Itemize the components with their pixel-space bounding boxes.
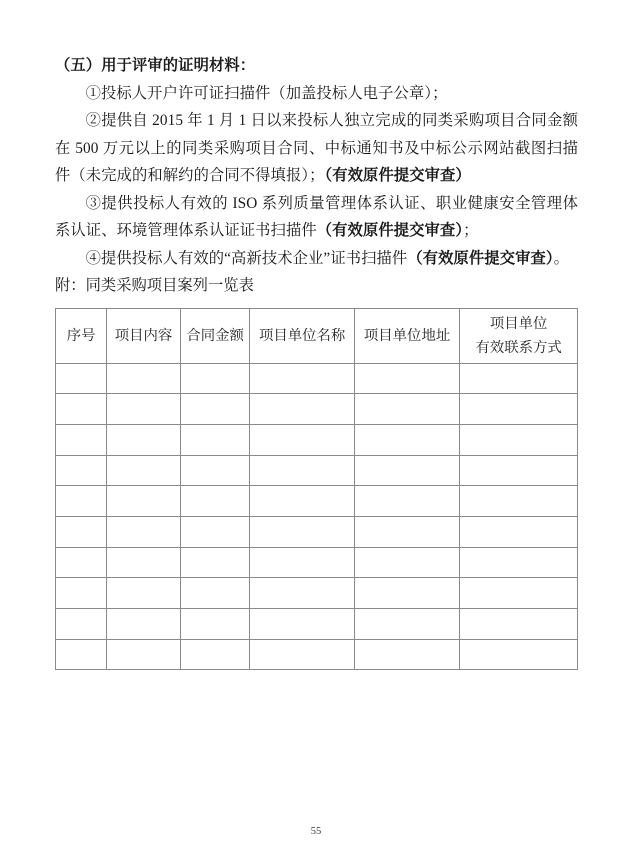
table-cell-empty[interactable] [250,424,354,455]
table-header-cell-unit-contact-line2: 有效联系方式 [475,339,562,356]
table-row[interactable] [56,486,578,517]
requirement-item-3-emphasis: （有效原件提交审查） [316,222,464,239]
table-cell-empty[interactable] [460,609,578,640]
table-cell-empty[interactable] [56,639,107,670]
table-row[interactable] [56,639,578,670]
table-header-cell-project-content: 项目内容 [107,308,181,363]
table-cell-empty[interactable] [354,547,459,578]
table-cell-empty[interactable] [107,394,181,425]
requirement-item-2-emphasis: （有效原件提交审查） [324,167,471,184]
table-cell-empty[interactable] [107,455,181,486]
table-cell-empty[interactable] [354,486,459,517]
table-cell-empty[interactable] [250,516,354,547]
table-cell-empty[interactable] [56,394,107,425]
similar-projects-table [55,308,578,671]
requirement-item-3-text: ③提供投标人有效的 ISO 系列质量管理体系认证、职业健康安全管理体系认证、环境管理体系认证证书扫描件 [55,194,578,239]
table-cell-empty[interactable] [354,516,459,547]
table-cell-empty[interactable] [107,578,181,609]
table-row[interactable] [56,578,578,609]
table-cell-empty[interactable] [354,424,459,455]
table-cell-empty[interactable] [250,455,354,486]
table-cell-empty[interactable] [180,363,250,394]
table-row[interactable] [56,363,578,394]
requirement-item-3-suffix: ； [463,222,479,239]
table-row[interactable] [56,609,578,640]
table-cell-empty[interactable] [250,363,354,394]
table-header-cell-index: 序号 [56,308,107,363]
table-cell-empty[interactable] [354,639,459,670]
requirement-item-4 [55,245,578,273]
table-cell-empty[interactable] [180,394,250,425]
table-cell-empty[interactable] [460,639,578,670]
table-cell-empty[interactable] [107,609,181,640]
table-cell-empty[interactable] [180,424,250,455]
table-cell-empty[interactable] [460,547,578,578]
table-cell-empty[interactable] [56,547,107,578]
table-cell-empty[interactable] [56,486,107,517]
table-row[interactable] [56,424,578,455]
table-header-cell-unit-name: 项目单位名称 [250,308,354,363]
table-cell-empty[interactable] [107,424,181,455]
table-cell-empty[interactable] [354,609,459,640]
table-cell-empty[interactable] [250,486,354,517]
table-cell-empty[interactable] [354,363,459,394]
attachment-label: 附：同类采购项目案列一览表 [55,277,254,294]
table-cell-empty[interactable] [460,578,578,609]
table-cell-empty[interactable] [250,578,354,609]
table-cell-empty[interactable] [460,516,578,547]
table-cell-empty[interactable] [180,609,250,640]
requirement-item-1: ①投标人开户许可证扫描件（加盖投标人电子公章）； [85,84,448,102]
table-cell-empty[interactable] [56,578,107,609]
table-cell-empty[interactable] [180,578,250,609]
requirement-item-2-text: ②提供自 2015 年 1 月 1 日以来投标人独立完成的同类采购项目合同金额在 500 万元以上的同类采购项目合同、中标通知书及中标公示网站截图扫描件（未完成的和解约的合同不得填报）； [55,112,578,184]
table-cell-empty[interactable] [56,363,107,394]
table-header-cell-unit-address: 项目单位地址 [354,308,459,363]
table-cell-empty[interactable] [56,516,107,547]
table-header-row [56,308,578,363]
table-cell-empty[interactable] [107,547,181,578]
table-row[interactable] [56,516,578,547]
table-cell-empty[interactable] [250,609,354,640]
table-row[interactable] [56,394,578,425]
page-content [55,52,578,670]
table-cell-empty[interactable] [180,455,250,486]
table-header-cell-contract-amount: 合同金额 [180,308,250,363]
table-cell-empty[interactable] [180,516,250,547]
table-cell-empty[interactable] [180,486,250,517]
table-cell-empty[interactable] [354,578,459,609]
table-cell-empty[interactable] [460,363,578,394]
table-cell-empty[interactable] [354,455,459,486]
table-row[interactable] [56,547,578,578]
requirement-item-4-emphasis: （有效原件提交审查） [407,249,554,267]
table-body [56,363,578,670]
table-cell-empty[interactable] [107,639,181,670]
table-header-cell-unit-contact [460,308,578,363]
table-cell-empty[interactable] [107,516,181,547]
table-cell-empty[interactable] [107,486,181,517]
table-cell-empty[interactable] [354,394,459,425]
table-cell-empty[interactable] [460,394,578,425]
table-header-cell-unit-contact-line1: 项目单位 [489,315,548,332]
table-cell-empty[interactable] [180,547,250,578]
table-cell-empty[interactable] [460,455,578,486]
section-heading: （五）用于评审的证明材料： [55,57,256,74]
table-cell-empty[interactable] [56,455,107,486]
table-row[interactable] [56,455,578,486]
table-cell-empty[interactable] [460,486,578,517]
requirement-item-2 [55,107,578,190]
table-cell-empty[interactable] [250,639,354,670]
table-header [56,308,578,363]
table-cell-empty[interactable] [56,424,107,455]
table-cell-empty[interactable] [56,609,107,640]
requirement-item-4-text: ④提供投标人有效的“高新技术企业”证书扫描件 [85,249,408,267]
table-cell-empty[interactable] [460,424,578,455]
requirement-item-3 [55,190,578,245]
page-number: 55 [310,826,322,837]
table-cell-empty[interactable] [250,547,354,578]
table-cell-empty[interactable] [180,639,250,670]
requirement-item-4-suffix: 。 [553,249,570,267]
table-cell-empty[interactable] [107,363,181,394]
table-cell-empty[interactable] [250,394,354,425]
